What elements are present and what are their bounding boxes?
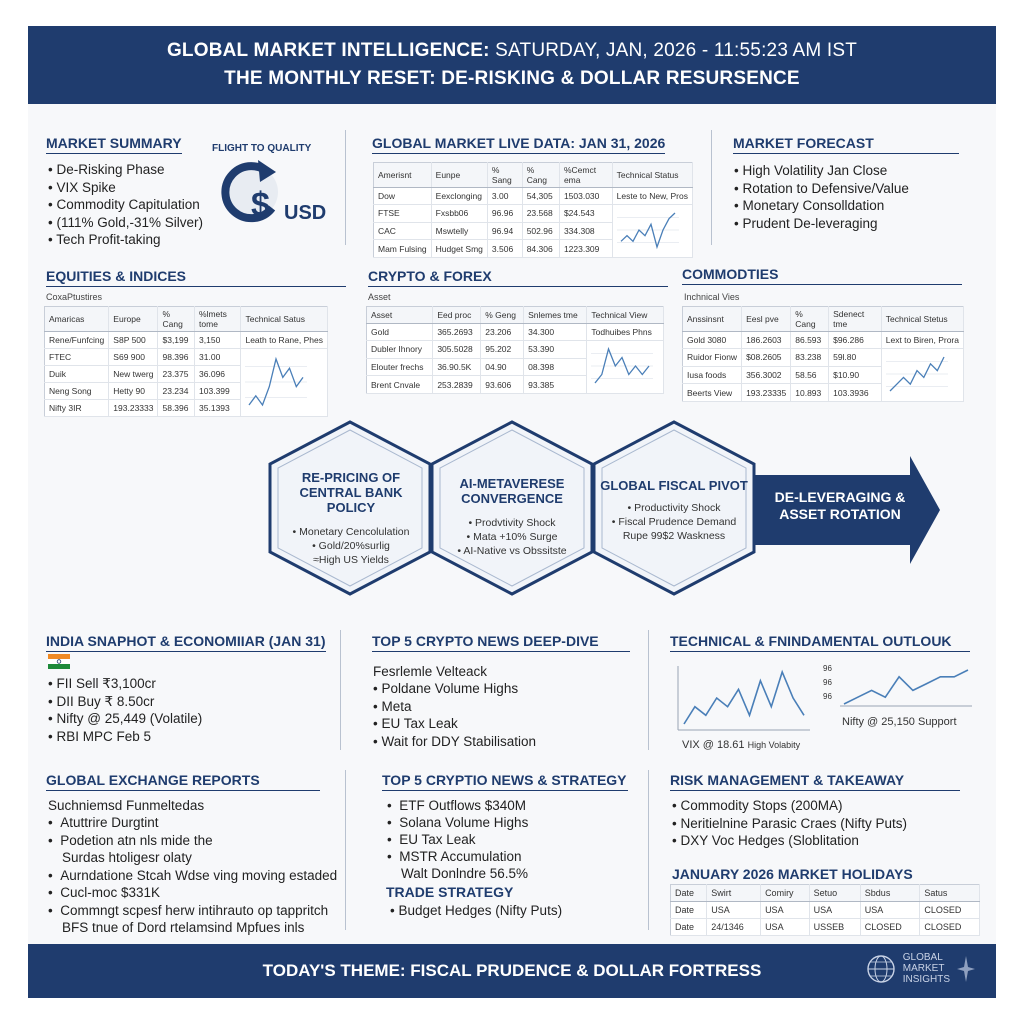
col-header: Comiry [761, 885, 810, 902]
list-item: • Commodity Stops (200MA) [672, 797, 907, 815]
cell: Dow [374, 188, 432, 205]
todays-theme: TODAY'S THEME: FISCAL PRUDENCE & DOLLAR FORTRESS [262, 961, 762, 980]
col-header: Europe [109, 307, 158, 332]
vix-label: VIX @ 18.61 High Volabity [682, 739, 801, 751]
table-row [374, 188, 693, 205]
col-header: Technical Satus [241, 307, 328, 332]
cell: $3,199 [158, 332, 195, 349]
list-item: • VIX Spike [48, 179, 203, 197]
table-header-row [45, 307, 328, 332]
cell: CAC [374, 222, 432, 240]
hexagon-3-content [599, 478, 749, 543]
risk-list [672, 797, 907, 850]
page-title: GLOBAL MARKET INTELLIGENCE: SATURDAY, JAN, 2026 - 11:55:23 AM IST [166, 40, 858, 61]
cell: Hetty 90 [109, 383, 158, 400]
cell: 36.90.5K [433, 358, 481, 376]
list-item: • Poldane Volume Highs [373, 680, 536, 698]
cell: Elouter frechs [367, 358, 433, 376]
vix-series-line [684, 672, 804, 724]
crypto-news-lead: Fesrlemle Velteack [373, 664, 488, 679]
cell: 23.375 [158, 366, 195, 383]
cell: 23.206 [481, 324, 524, 341]
nifty-label: Nifty @ 25,150 Support [842, 716, 957, 728]
cell: 31.00 [195, 349, 241, 366]
cell: Leste to New, Pros [612, 188, 692, 205]
col-header: Satus [920, 885, 980, 902]
market-summary-title: MARKET SUMMARY [46, 135, 182, 154]
cell: 35.1393 [195, 400, 241, 417]
col-header: Snlemes tme [524, 307, 587, 324]
footer-banner [28, 944, 996, 998]
equities-title: EQUITIES & INDICES [46, 268, 346, 287]
table-row [367, 324, 664, 341]
cell: 3.506 [487, 240, 522, 258]
cell: Mswtelly [431, 222, 487, 240]
list-item: • Aurndatione Stcah Wdse ving moving estaded [48, 867, 338, 883]
cell: 96.94 [487, 222, 522, 240]
cell: FTSE [374, 205, 432, 223]
cell: Duik [45, 366, 109, 383]
cell: Gold 3080 [683, 332, 742, 349]
hexagon-2-content [437, 476, 587, 558]
commodities-table [682, 306, 964, 402]
list-item: • RBI MPC Feb 5 [48, 728, 202, 746]
cell: Hudget Smg [431, 240, 487, 258]
cell: 54,305 [522, 188, 559, 205]
cell: 10.893 [791, 384, 829, 402]
list-item: • Productivity Shock [627, 502, 721, 514]
divider [648, 770, 649, 930]
cell: 96.96 [487, 205, 522, 223]
list-item: • Fiscal Prudence Demand [611, 516, 737, 528]
tick-label: 96 [823, 664, 832, 673]
crypto-news-list [373, 680, 536, 750]
crypto-news-title: TOP 5 CRYPTO NEWS DEEP-DIVE [372, 633, 630, 652]
cell: Eexclonging [431, 188, 487, 205]
cell: Beerts View [683, 384, 742, 402]
usd-label: USD [284, 202, 327, 224]
list-item: • EU Tax Leak [373, 715, 536, 733]
cell: S69 900 [109, 349, 158, 366]
equities-caption: CoxaPtustires [46, 292, 103, 302]
list-item: • Commngt scpesf herw intihrauto op tappritch [48, 902, 329, 918]
cell: 23.234 [158, 383, 195, 400]
exchange-reports-title: GLOBAL EXCHANGE REPORTS [46, 772, 320, 791]
list-item: • MSTR Accumulation [387, 849, 522, 864]
hexagon-list [276, 525, 426, 567]
col-header: Technical Status [612, 163, 692, 188]
hexagon-title: AI-METAVERESE CONVERGENCE [459, 476, 565, 506]
tick-label: 96 [823, 692, 832, 701]
col-header: Sbdus [860, 885, 920, 902]
cell: 1503.030 [559, 188, 612, 205]
crypto-forex-table [366, 306, 664, 394]
list-item: • Mata +10% Surge [466, 531, 558, 543]
cell: 193.23335 [742, 384, 791, 402]
col-header: Date [671, 885, 707, 902]
cell: USSEB [809, 919, 860, 936]
cell: 103.399 [195, 383, 241, 400]
cell: 58.56 [791, 366, 829, 384]
list-item: • Tech Profit-taking [48, 231, 203, 249]
cell: 95.202 [481, 341, 524, 359]
trade-strategy-title: TRADE STRATEGY [386, 884, 514, 900]
commodities-caption: Inchnical Vies [684, 292, 740, 302]
cell: 186.2603 [742, 332, 791, 349]
cell: 36.096 [195, 366, 241, 383]
sparkline-cell [612, 205, 692, 258]
brand-logo [865, 952, 976, 985]
list-item: • ETF Outflows $340M [387, 798, 527, 813]
list-item: • (111% Gold,-31% Silver) [48, 214, 203, 232]
header-banner [28, 26, 996, 104]
cell: Date [671, 919, 707, 936]
col-header: Eesl pve [742, 307, 791, 332]
col-header: % Cang [158, 307, 195, 332]
cell: 04.90 [481, 358, 524, 376]
live-data-title: GLOBAL MARKET LIVE DATA: JAN 31, 2026 [372, 135, 665, 154]
commodities-title: COMMODTIES [682, 266, 962, 285]
list-item: • AI-Native vs Obssitste [457, 545, 567, 557]
cell: 24/1346 [707, 919, 761, 936]
globe-icon [865, 953, 897, 985]
hexagon-1-content [276, 470, 426, 567]
table-row [671, 919, 980, 936]
cell: Ruidor Fionw [683, 349, 742, 367]
live-data-sparkline [613, 205, 683, 255]
cell: Dubler Ihnory [367, 341, 433, 359]
cell: $10.90 [829, 366, 882, 384]
table-row [683, 332, 964, 349]
arrow-label: DE-LEVERAGING & ASSET ROTATION [774, 489, 906, 522]
holidays-title: JANUARY 2026 MARKET HOLIDAYS [672, 866, 913, 882]
list-item: • High Volatility Jan Close [734, 162, 909, 180]
col-header: Sdenect tme [829, 307, 882, 332]
col-header: Eed proc [433, 307, 481, 324]
holidays-table [670, 884, 980, 936]
forecast-list [734, 162, 909, 232]
cell: Gold [367, 324, 433, 341]
nifty-chart [836, 662, 976, 712]
table-row [367, 341, 664, 359]
cell: 1223.309 [559, 240, 612, 258]
cell: 53.390 [524, 341, 587, 359]
col-header: % Sang [487, 163, 522, 188]
list-item: • Neritielnine Parasic Craes (Nifty Puts) [672, 815, 907, 833]
cell: 334.308 [559, 222, 612, 240]
table-row [683, 349, 964, 367]
list-item: Surdas htoligesr olaty [62, 850, 192, 865]
list-item: Rupe 99$2 Waskness [622, 530, 726, 542]
hexagon-title: RE-PRICING OF CENTRAL BANK POLICY [299, 470, 403, 515]
list-item: BFS tnue of Dord rtelamsind Mpfues inls [62, 920, 305, 935]
cell: 23.568 [522, 205, 559, 223]
list-item: • Prodvtivity Shock [468, 517, 556, 529]
sparkle-icon [956, 954, 976, 984]
table-header-row [683, 307, 964, 332]
cell: $24.543 [559, 205, 612, 223]
list-item: • Nifty @ 25,449 (Volatile) [48, 710, 202, 728]
table-header-row [671, 885, 980, 902]
cell: 08.398 [524, 358, 587, 376]
cell: $08.2605 [742, 349, 791, 367]
exchange-list [48, 814, 337, 937]
table-row [671, 902, 980, 919]
cell: Leath to Rane, Phes [241, 332, 328, 349]
india-flag-icon [48, 654, 70, 669]
hexagon-title: GLOBAL FISCAL PIVOT [600, 478, 748, 493]
cell: 3.00 [487, 188, 522, 205]
list-item: • DII Buy ₹ 8.50cr [48, 693, 202, 711]
list-item: • Rotation to Defensive/Value [734, 180, 909, 198]
cell: 193.23333 [109, 400, 158, 417]
table-row [45, 332, 328, 349]
list-item: • Monetary Cencolulation [292, 526, 410, 538]
sparkline-cell [881, 349, 963, 402]
equities-table [44, 306, 328, 417]
list-item: • DXY Voc Hedges (Sloblitation [672, 832, 907, 850]
cell: USA [707, 902, 761, 919]
col-header: Swirt [707, 885, 761, 902]
col-header: Asset [367, 307, 433, 324]
cell: 34.300 [524, 324, 587, 341]
live-data-table [373, 162, 693, 258]
list-item: • Atuttrire Durgtint [48, 815, 159, 830]
col-header: Technical Stetus [881, 307, 963, 332]
list-item: • Gold/20%surlig [312, 540, 390, 552]
cell: USA [860, 902, 920, 919]
market-summary-list [48, 161, 203, 249]
exchange-subtitle: Suchniemsd Funmeltedas [48, 798, 205, 813]
list-item: • Budget Hedges (Nifty Puts) [390, 902, 562, 920]
cell: CLOSED [920, 902, 980, 919]
cell: New twerg [109, 366, 158, 383]
list-item: • Solana Volume Highs [387, 815, 529, 830]
cell: 84.306 [522, 240, 559, 258]
cell: Todhuibes Phns [587, 324, 664, 341]
market-forecast-title: MARKET FORECAST [733, 135, 959, 154]
cell: 59l.80 [829, 349, 882, 367]
hexagon-list [437, 516, 587, 558]
col-header: % Cang [791, 307, 829, 332]
trade-strategy-list [390, 902, 562, 920]
cell: USA [809, 902, 860, 919]
divider [340, 630, 341, 750]
crypto-sparkline [587, 341, 657, 391]
cell: CLOSED [920, 919, 980, 936]
cell: 86.593 [791, 332, 829, 349]
col-header: Eunpe [431, 163, 487, 188]
table-row [374, 205, 693, 223]
list-item: • Prudent De-leveraging [734, 215, 909, 233]
cell: Nifty 3IR [45, 400, 109, 417]
cell: Brent Cnvale [367, 376, 433, 394]
list-item: Walt Donlndre 56.5% [401, 866, 529, 881]
list-item: • Podetion atn nls mide the [48, 832, 213, 848]
col-header: %Cemct ema [559, 163, 612, 188]
dollar-icon: $ [251, 186, 270, 224]
col-header: %lmets tome [195, 307, 241, 332]
table-row [45, 349, 328, 366]
list-item: • Monetary Consolldation [734, 197, 909, 215]
cell: Neng Song [45, 383, 109, 400]
page-subtitle: THE MONTHLY RESET: DE-RISKING & DOLLAR RESURSENCE [224, 68, 800, 89]
col-header: % Cang [522, 163, 559, 188]
cell: 502.96 [522, 222, 559, 240]
cell: Mam Fulsing [374, 240, 432, 258]
cell: CLOSED [860, 919, 920, 936]
cell: 83.238 [791, 349, 829, 367]
list-item: • Commodity Capitulation [48, 196, 203, 214]
cell: Lext to Biren, Prora [881, 332, 963, 349]
tick-label: 96 [823, 678, 832, 687]
divider [345, 130, 346, 245]
india-snapshot-title: INDIA SNAPHOT & ECONOMIIAR (JAN 31) [46, 633, 326, 652]
cell: Date [671, 902, 707, 919]
table-header-row [367, 307, 664, 324]
divider [711, 130, 712, 245]
brand-name: GLOBAL MARKET INSIGHTS [902, 952, 950, 985]
list-item: • Cucl-moc $331K [48, 885, 161, 900]
cell: S8P 500 [109, 332, 158, 349]
cell: $96.286 [829, 332, 882, 349]
cell: 356.3002 [742, 366, 791, 384]
cell: 305.5028 [433, 341, 481, 359]
cell: 93.606 [481, 376, 524, 394]
cell: 93.385 [524, 376, 587, 394]
list-item: • EU Tax Leak [387, 832, 476, 847]
crypto-strategy-list [387, 797, 528, 882]
list-item: • Meta [373, 698, 536, 716]
col-header: Amerisnt [374, 163, 432, 188]
crypto-forex-title: CRYPTO & FOREX [368, 268, 668, 287]
cell: 103.3936 [829, 384, 882, 402]
vix-chart [674, 662, 814, 734]
nifty-series-line [844, 670, 968, 704]
commodities-sparkline [882, 349, 952, 399]
list-item: • FII Sell ₹3,100cr [48, 675, 202, 693]
india-list [48, 675, 202, 745]
cell: 253.2839 [433, 376, 481, 394]
list-item: • Wait for DDY Stabilisation [373, 733, 536, 751]
sparkline-cell [587, 341, 664, 394]
list-item: ≈High US Yields [313, 554, 389, 566]
col-header: Amaricas [45, 307, 109, 332]
list-item: • De-Risking Phase [48, 161, 203, 179]
cell: USA [761, 919, 810, 936]
cell: 58.396 [158, 400, 195, 417]
cell: 98.396 [158, 349, 195, 366]
equities-sparkline [241, 351, 311, 413]
hexagon-list [599, 501, 749, 543]
cell: 3,150 [195, 332, 241, 349]
col-header: % Geng [481, 307, 524, 324]
divider [648, 630, 649, 750]
risk-title: RISK MANAGEMENT & TAKEAWAY [670, 772, 960, 791]
cell: FTEC [45, 349, 109, 366]
col-header: Anssinsnt [683, 307, 742, 332]
crypto-strategy-title: TOP 5 CRYPTIO NEWS & STRATEGY [382, 772, 628, 791]
divider [345, 770, 346, 930]
table-header-row [374, 163, 693, 188]
cell: Rene/Funfcing [45, 332, 109, 349]
outlook-title: TECHNICAL & FNINDAMENTAL OUTLOUK [670, 633, 970, 652]
cell: Fxsbb06 [431, 205, 487, 223]
sparkline-cell [241, 349, 328, 417]
flight-to-quality-label: FLIGHT TO QUALITY [212, 143, 312, 154]
cell: Iusa foods [683, 366, 742, 384]
cell: USA [761, 902, 810, 919]
crypto-forex-caption: Asset [368, 292, 391, 302]
cell: 365.2693 [433, 324, 481, 341]
col-header: Setuo [809, 885, 860, 902]
col-header: Technical View [587, 307, 664, 324]
